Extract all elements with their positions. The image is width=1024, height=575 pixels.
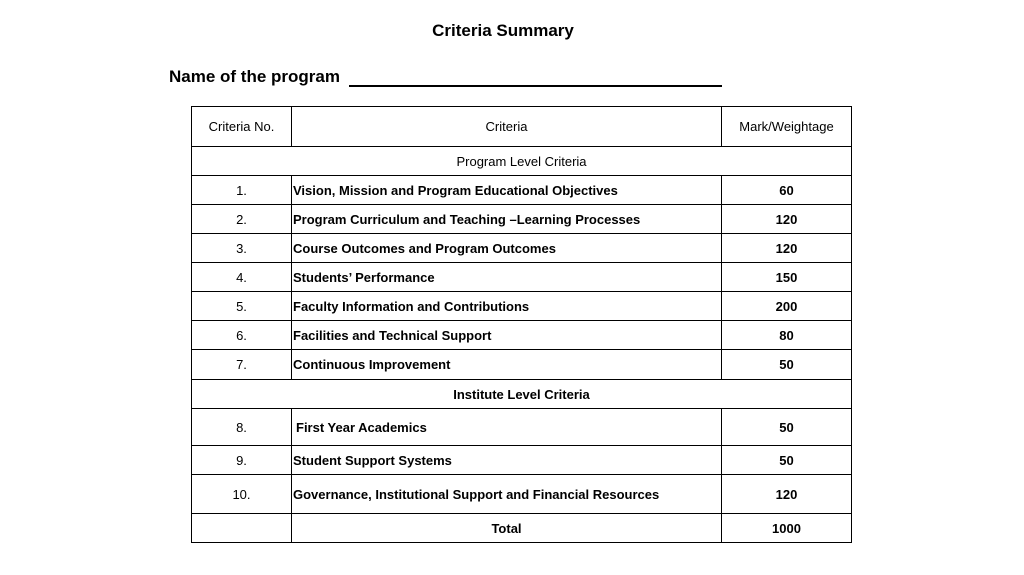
criteria-name: Students’ Performance	[292, 263, 722, 292]
criteria-mark: 120	[722, 475, 852, 514]
total-empty-cell	[192, 514, 292, 543]
total-row	[192, 514, 852, 543]
table-row	[192, 205, 852, 234]
criteria-name: Vision, Mission and Program Educational Objectives	[292, 176, 722, 205]
criteria-no: 1.	[192, 176, 292, 205]
criteria-no: 6.	[192, 321, 292, 350]
criteria-name: Continuous Improvement	[292, 350, 722, 380]
criteria-mark: 120	[722, 205, 852, 234]
criteria-no: 10.	[192, 475, 292, 514]
criteria-name: Governance, Institutional Support and Financial Resources	[292, 475, 722, 514]
header-criteria-no: Criteria No.	[192, 107, 292, 147]
total-label: Total	[292, 514, 722, 543]
criteria-name: First Year Academics	[292, 409, 722, 446]
criteria-no: 5.	[192, 292, 292, 321]
program-name-line	[169, 67, 722, 87]
total-value: 1000	[722, 514, 852, 543]
table-row	[192, 446, 852, 475]
criteria-no: 7.	[192, 350, 292, 380]
table-row	[192, 292, 852, 321]
table-header-row	[192, 107, 852, 147]
criteria-mark: 50	[722, 350, 852, 380]
criteria-mark: 150	[722, 263, 852, 292]
header-mark: Mark/Weightage	[722, 107, 852, 147]
criteria-no: 9.	[192, 446, 292, 475]
criteria-mark: 200	[722, 292, 852, 321]
criteria-mark: 80	[722, 321, 852, 350]
criteria-name: Faculty Information and Contributions	[292, 292, 722, 321]
criteria-no: 4.	[192, 263, 292, 292]
table-row	[192, 176, 852, 205]
table-row	[192, 475, 852, 514]
criteria-name: Course Outcomes and Program Outcomes	[292, 234, 722, 263]
section-label-institute-level: Institute Level Criteria	[192, 380, 852, 409]
criteria-name: Facilities and Technical Support	[292, 321, 722, 350]
criteria-no: 2.	[192, 205, 292, 234]
table-row	[192, 263, 852, 292]
criteria-name: Program Curriculum and Teaching –Learning Processes	[292, 205, 722, 234]
criteria-no: 8.	[192, 409, 292, 446]
section-label-program-level: Program Level Criteria	[192, 147, 852, 176]
table-row	[192, 234, 852, 263]
table-row	[192, 321, 852, 350]
criteria-mark: 120	[722, 234, 852, 263]
criteria-table	[191, 106, 852, 543]
table-row	[192, 350, 852, 380]
criteria-mark: 60	[722, 176, 852, 205]
header-criteria: Criteria	[292, 107, 722, 147]
criteria-mark: 50	[722, 409, 852, 446]
criteria-name: Student Support Systems	[292, 446, 722, 475]
program-name-label: Name of the program	[169, 67, 340, 86]
criteria-no: 3.	[192, 234, 292, 263]
table-row	[192, 409, 852, 446]
criteria-mark: 50	[722, 446, 852, 475]
section-row-program-level	[192, 147, 852, 176]
section-row-institute-level	[192, 380, 852, 409]
program-name-blank	[349, 67, 722, 87]
page-title: Criteria Summary	[432, 21, 574, 40]
